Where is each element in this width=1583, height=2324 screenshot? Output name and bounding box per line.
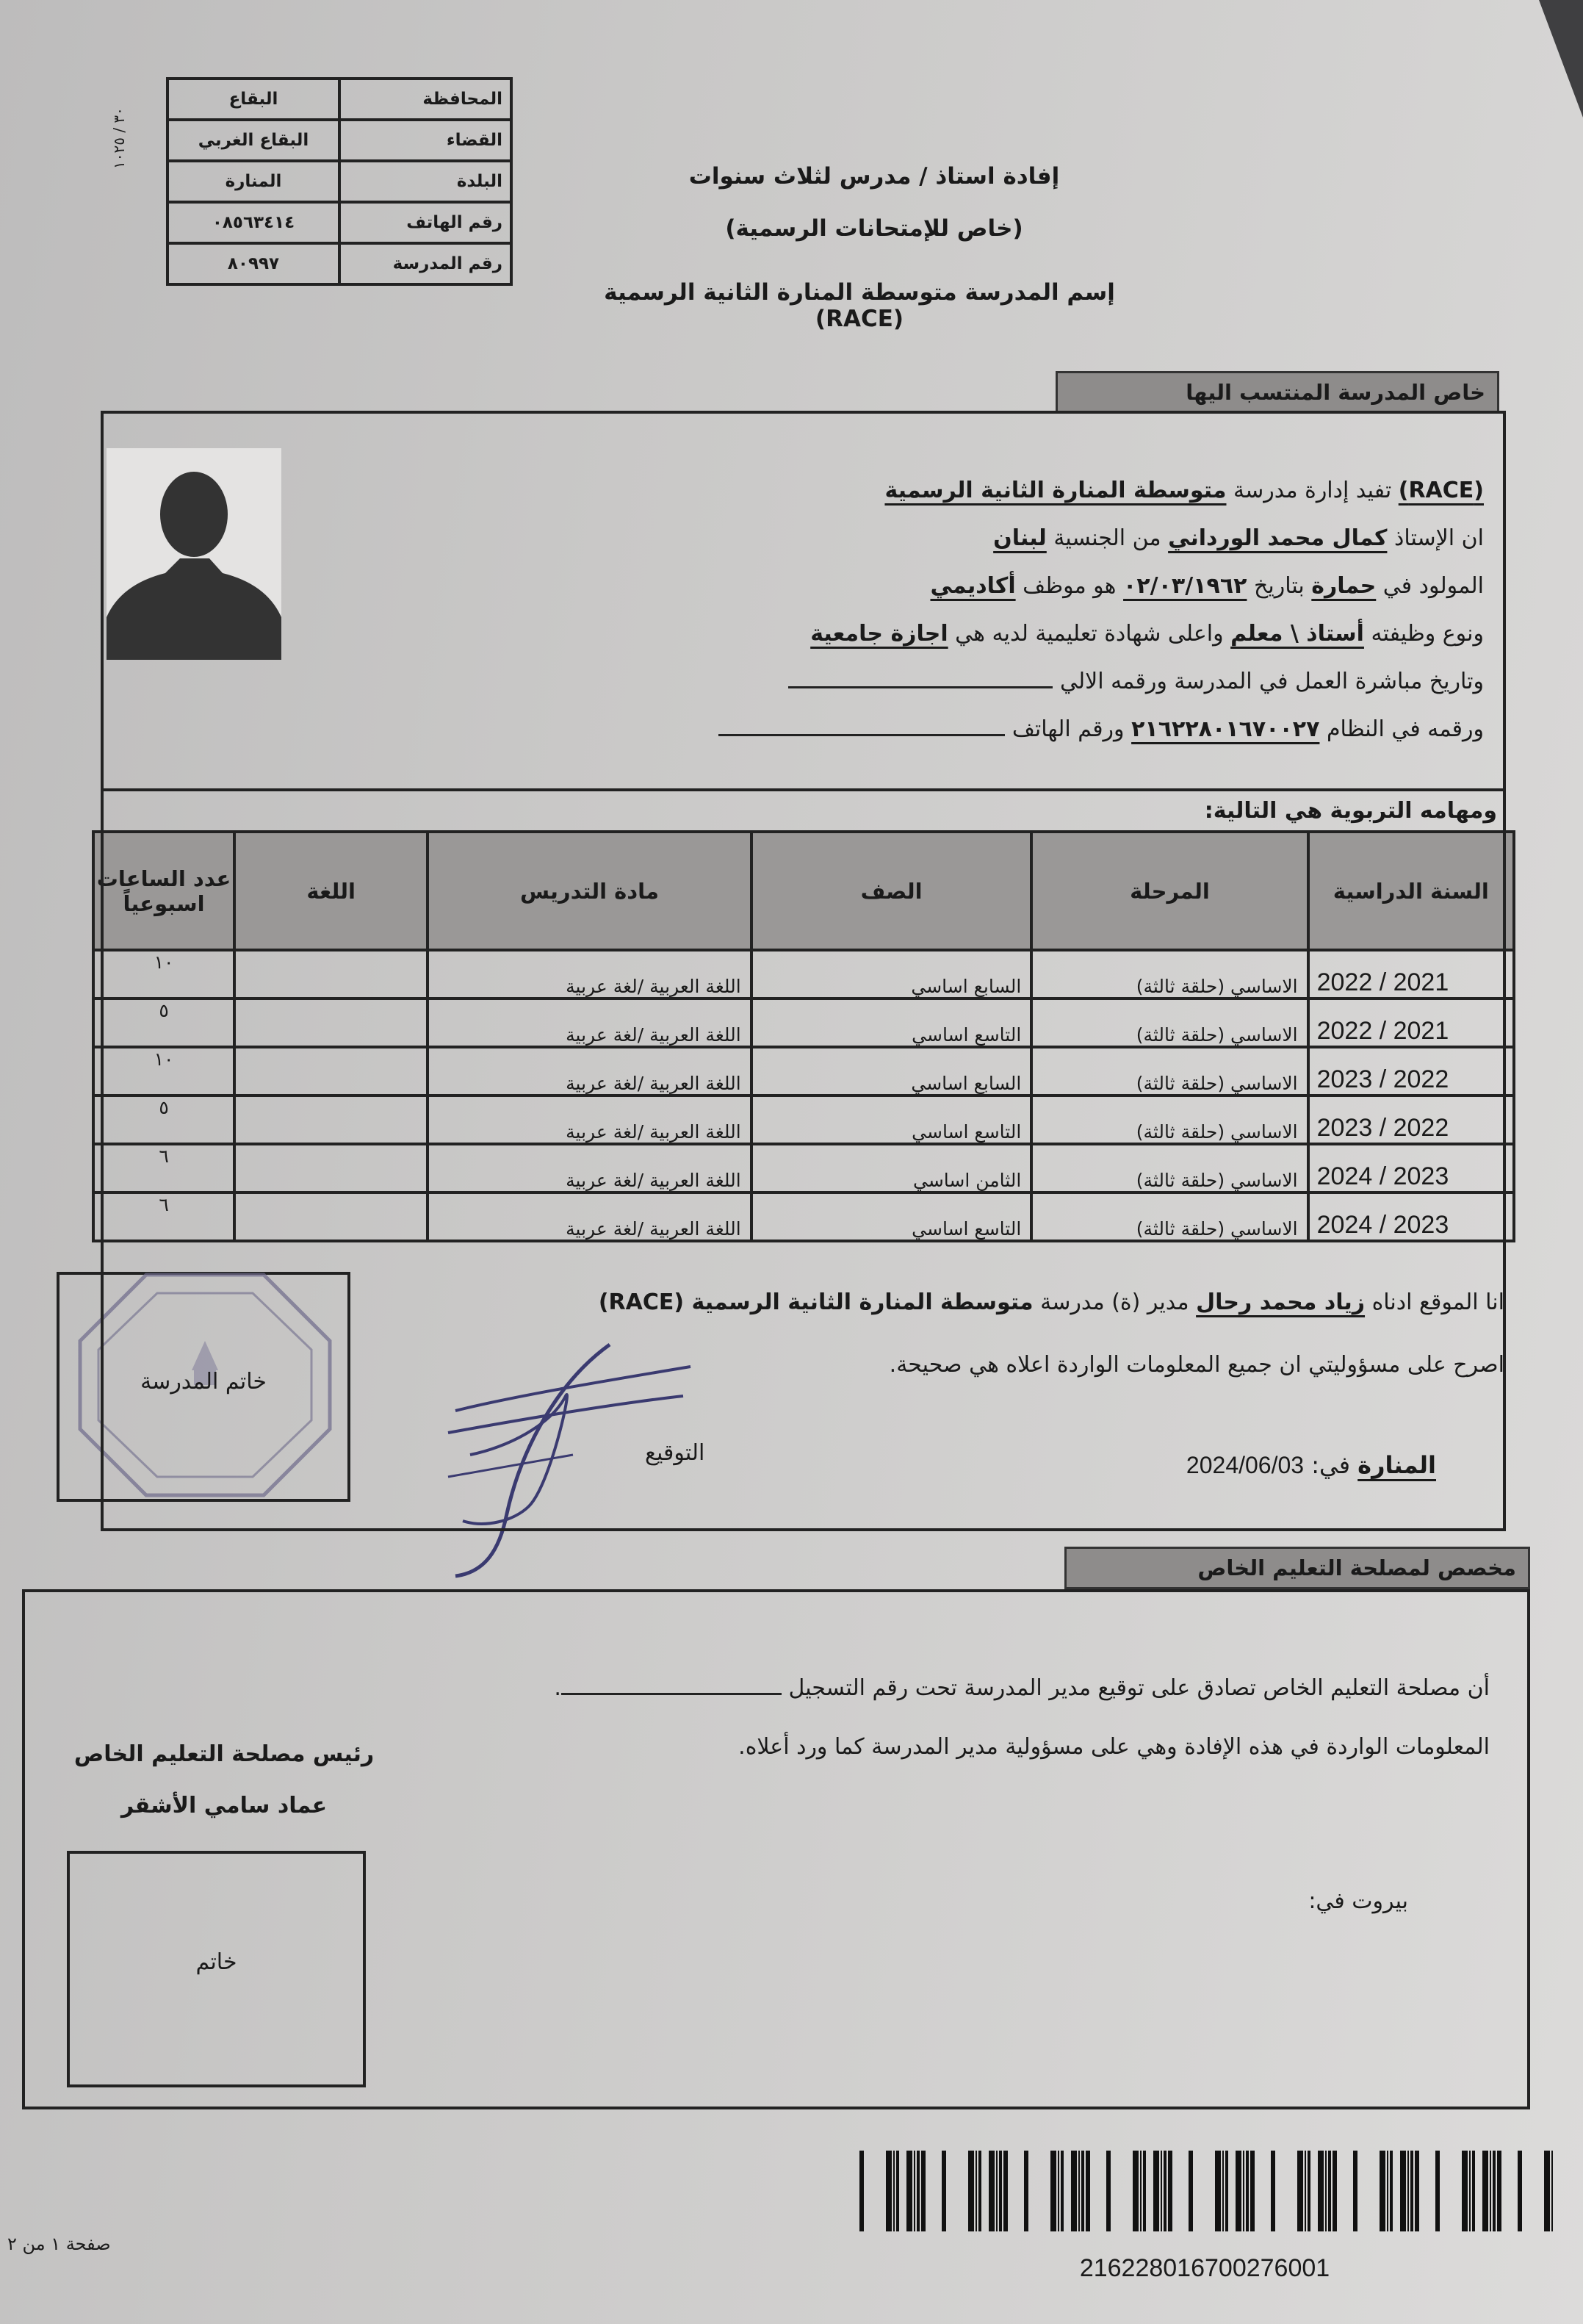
beirut-date-label: بيروت في: xyxy=(1308,1888,1408,1914)
barcode-bar xyxy=(1140,2151,1142,2231)
barcode-bar xyxy=(1318,2151,1324,2231)
barcode-bar xyxy=(1143,2151,1146,2231)
barcode-bar xyxy=(1435,2151,1440,2231)
barcode-bar xyxy=(1305,2151,1306,2231)
cell-year: 2022 / 2023 xyxy=(1308,1096,1514,1144)
barcode-bar xyxy=(1222,2151,1224,2231)
barcode-bar xyxy=(906,2151,912,2231)
background-corner xyxy=(1539,0,1583,118)
cell-language xyxy=(234,1047,428,1096)
cell-hours: ١٠ xyxy=(93,950,234,999)
barcode-bar xyxy=(1161,2151,1162,2231)
barcode-bar xyxy=(1410,2151,1413,2231)
line-registration: أن مصلحة التعليم الخاص تصادق على توقيع مدير المدرسة تحت رقم التسجيل . xyxy=(554,1675,1490,1701)
duties-row xyxy=(93,1047,1514,1096)
duties-row xyxy=(93,999,1514,1047)
barcode-bar xyxy=(1328,2151,1331,2231)
blank-field xyxy=(561,1692,782,1695)
barcode-bar xyxy=(896,2151,899,2231)
barcode-bar xyxy=(989,2151,995,2231)
barcode-bar xyxy=(859,2151,864,2231)
barcode-bar xyxy=(1544,2151,1550,2231)
barcode-bar xyxy=(1390,2151,1393,2231)
barcode-bar xyxy=(996,2151,998,2231)
section-header-private-education: مخصص لمصلحة التعليم الخاص xyxy=(1064,1547,1530,1589)
cell-stage: الاساسي (حلقة ثالثة) xyxy=(1031,1192,1308,1241)
head-title: رئيس مصلحة التعليم الخاص xyxy=(73,1741,375,1767)
cell-class: التاسع اساسي xyxy=(751,1192,1032,1241)
page-number: صفحة ١ من ٢ xyxy=(7,2234,111,2254)
cell-year: 2023 / 2024 xyxy=(1308,1192,1514,1241)
line-job: ونوع وظيفته أستاذ \ معلم واعلى شهادة تعليمية لديه هي اجازة جامعية xyxy=(810,621,1484,647)
barcode-bar xyxy=(1215,2151,1221,2231)
barcode-bar xyxy=(1024,2151,1028,2231)
info-value: البقاع xyxy=(167,79,339,120)
blank-field xyxy=(718,733,1005,736)
duties-row xyxy=(93,1096,1514,1144)
barcode-bar xyxy=(1153,2151,1159,2231)
cell-hours: ٦ xyxy=(93,1192,234,1241)
col-header: عدد الساعات اسبوعياً xyxy=(93,832,234,950)
info-label: المحافظة xyxy=(339,79,511,120)
duties-row xyxy=(93,1144,1514,1192)
barcode-bar xyxy=(1061,2151,1064,2231)
barcode-bar xyxy=(976,2151,977,2231)
barcode-bar xyxy=(1380,2151,1385,2231)
profile-photo xyxy=(107,448,281,660)
cell-stage: الاساسي (حلقة ثالثة) xyxy=(1031,999,1308,1047)
barcode-bar xyxy=(1078,2151,1080,2231)
barcode-bar xyxy=(1297,2151,1303,2231)
cell-class: السابع اساسي xyxy=(751,950,1032,999)
info-label: رقم المدرسة xyxy=(339,243,511,284)
cell-language xyxy=(234,999,428,1047)
barcode-bar xyxy=(893,2151,895,2231)
barcode-bar xyxy=(1415,2151,1419,2231)
barcode-bar xyxy=(942,2151,946,2231)
cell-class: التاسع اساسي xyxy=(751,999,1032,1047)
cell-language xyxy=(234,1096,428,1144)
barcode-bar xyxy=(1086,2151,1090,2231)
cell-hours: ٦ xyxy=(93,1144,234,1192)
cell-year: 2023 / 2024 xyxy=(1308,1144,1514,1192)
barcode-number: 216228016700276001 xyxy=(1079,2254,1330,2282)
barcode-bar xyxy=(1472,2151,1475,2231)
barcode-bar xyxy=(1551,2151,1553,2231)
col-header: السنة الدراسية xyxy=(1308,832,1514,950)
cell-hours: ٥ xyxy=(93,999,234,1047)
col-header: المرحلة xyxy=(1031,832,1308,950)
barcode-bar xyxy=(1164,2151,1166,2231)
barcode-bar xyxy=(886,2151,892,2231)
info-label: القضاء xyxy=(339,120,511,161)
barcode-bar xyxy=(1189,2151,1193,2231)
barcode-bar xyxy=(1003,2151,1008,2231)
barcode-bar xyxy=(1106,2151,1111,2231)
cell-language xyxy=(234,1192,428,1241)
barcode-bar xyxy=(1050,2151,1056,2231)
duties-table xyxy=(92,830,1515,1242)
cell-stage: الاساسي (حلقة ثالثة) xyxy=(1031,1096,1308,1144)
cell-year: 2022 / 2023 xyxy=(1308,1047,1514,1096)
ministry-stamp-label: خاتم xyxy=(195,1949,237,1975)
info-value: ٨٠٩٩٧ xyxy=(167,243,339,284)
barcode-bar xyxy=(1225,2151,1228,2231)
cell-subject: اللغة العربية /لغة عربية xyxy=(428,1192,751,1241)
barcode-bar xyxy=(1243,2151,1244,2231)
barcode-bar xyxy=(1246,2151,1249,2231)
school-name: إسم المدرسة متوسطة المنارة الثانية الرسمية (RACE) xyxy=(604,279,1115,332)
signature-label: التوقيع xyxy=(645,1440,705,1466)
barcode-bar xyxy=(1308,2151,1310,2231)
barcode-bar xyxy=(968,2151,974,2231)
duties-row xyxy=(93,1192,1514,1241)
line-declaration: اصرح على مسؤوليتي ان جميع المعلومات الواردة اعلاه هي صحيحة. xyxy=(889,1352,1504,1378)
person-silhouette-icon xyxy=(107,448,281,660)
barcode-bar xyxy=(1133,2151,1139,2231)
barcode-bar xyxy=(1071,2151,1077,2231)
cell-hours: ٥ xyxy=(93,1096,234,1144)
barcode-bar xyxy=(1407,2151,1409,2231)
col-header: اللغة xyxy=(234,832,428,950)
cell-year: 2021 / 2022 xyxy=(1308,999,1514,1047)
barcode-bar xyxy=(1081,2151,1084,2231)
barcode-bar xyxy=(1387,2151,1388,2231)
info-label: رقم الهاتف xyxy=(339,202,511,243)
barcode-bar xyxy=(917,2151,920,2231)
info-value: المنارة xyxy=(167,161,339,202)
cell-stage: الاساسي (حلقة ثالثة) xyxy=(1031,1047,1308,1096)
line-responsibility: المعلومات الواردة في هذه الإفادة وهي على مسؤولية مدير المدرسة كما ورد أعلاه. xyxy=(738,1734,1490,1760)
barcode-bar xyxy=(999,2151,1002,2231)
barcode-bar xyxy=(1493,2151,1496,2231)
cell-subject: اللغة العربية /لغة عربية xyxy=(428,950,751,999)
cell-class: التاسع اساسي xyxy=(751,1096,1032,1144)
doc-title: إفادة استاذ / مدرس لثلاث سنوات xyxy=(688,163,1060,190)
barcode-bar xyxy=(1250,2151,1255,2231)
ministry-stamp-box xyxy=(67,1851,366,2087)
barcode-bar xyxy=(1168,2151,1172,2231)
doc-subtitle: (خاص للإمتحانات الرسمية) xyxy=(725,215,1023,242)
cell-subject: اللغة العربية /لغة عربية xyxy=(428,1096,751,1144)
school-stamp-box xyxy=(57,1272,350,1502)
cell-language xyxy=(234,950,428,999)
line-system-number: ورقمه في النظام ٢١٦٢٢٨٠١٦٧٠٠٢٧ ورقم الهاتف xyxy=(382,705,1484,753)
col-header: مادة التدريس xyxy=(428,832,751,950)
info-value: ٠٨٥٦٣٤١٤ xyxy=(167,202,339,243)
declaration-paragraph xyxy=(382,467,1484,753)
line-teacher: ان الإستاذ كمال محمد الورداني من الجنسية لبنان xyxy=(993,525,1484,551)
barcode-bar xyxy=(921,2151,926,2231)
school-stamp-label: خاتم المدرسة xyxy=(140,1369,267,1395)
cell-class: السابع اساسي xyxy=(751,1047,1032,1096)
cell-stage: الاساسي (حلقة ثالثة) xyxy=(1031,950,1308,999)
barcode-bar xyxy=(1518,2151,1522,2231)
line-birth: المولود في حمارة بتاريخ ٠٢/٠٣/١٩٦٢ هو موظف أكاديمي xyxy=(930,573,1484,599)
cell-subject: اللغة العربية /لغة عربية xyxy=(428,1047,751,1096)
barcode-bar xyxy=(1236,2151,1241,2231)
info-value: البقاع الغربي xyxy=(167,120,339,161)
section-header-school: خاص المدرسة المنتسب اليها xyxy=(1056,371,1499,414)
info-table xyxy=(166,77,513,286)
barcode-bar xyxy=(1271,2151,1275,2231)
duties-title: ومهامه التربوية هي التالية: xyxy=(1204,798,1497,824)
barcode-bar xyxy=(1333,2151,1337,2231)
barcode-bar xyxy=(1462,2151,1468,2231)
margin-note: ٣٠ / ١٠٢٥ xyxy=(110,107,128,169)
barcode-bar xyxy=(1490,2151,1491,2231)
cell-subject: اللغة العربية /لغة عربية xyxy=(428,999,751,1047)
barcode-bar xyxy=(914,2151,915,2231)
place-date: المنارة في: 2024/06/03 xyxy=(1186,1451,1436,1479)
cell-language xyxy=(234,1144,428,1192)
barcode-icon xyxy=(852,2151,1557,2231)
barcode-bar xyxy=(1469,2151,1471,2231)
info-label: البلدة xyxy=(339,161,511,202)
cell-subject: اللغة العربية /لغة عربية xyxy=(428,1144,751,1192)
blank-field xyxy=(788,686,1053,688)
head-name: عماد سامي الأشقر xyxy=(120,1793,328,1818)
barcode-bar xyxy=(1400,2151,1406,2231)
line-school: (RACE) تفيد إدارة مدرسة متوسطة المنارة الثانية الرسمية xyxy=(884,478,1484,503)
line-start-date: وتاريخ مباشرة العمل في المدرسة ورقمه الالي xyxy=(382,658,1484,705)
cell-hours: ١٠ xyxy=(93,1047,234,1096)
barcode-bar xyxy=(978,2151,981,2231)
line-director: انا الموقع ادناه زياد محمد رحال مدير (ة) مدرسة متوسطة المنارة الثانية الرسمية (RACE) xyxy=(598,1289,1504,1315)
barcode-bar xyxy=(1482,2151,1488,2231)
col-header: الصف xyxy=(751,832,1032,950)
barcode-bar xyxy=(1353,2151,1357,2231)
duties-row xyxy=(93,950,1514,999)
cell-year: 2021 / 2022 xyxy=(1308,950,1514,999)
barcode-bar xyxy=(1325,2151,1327,2231)
barcode-bar xyxy=(1497,2151,1501,2231)
barcode-bar xyxy=(1058,2151,1059,2231)
cell-class: الثامن اساسي xyxy=(751,1144,1032,1192)
cell-stage: الاساسي (حلقة ثالثة) xyxy=(1031,1144,1308,1192)
